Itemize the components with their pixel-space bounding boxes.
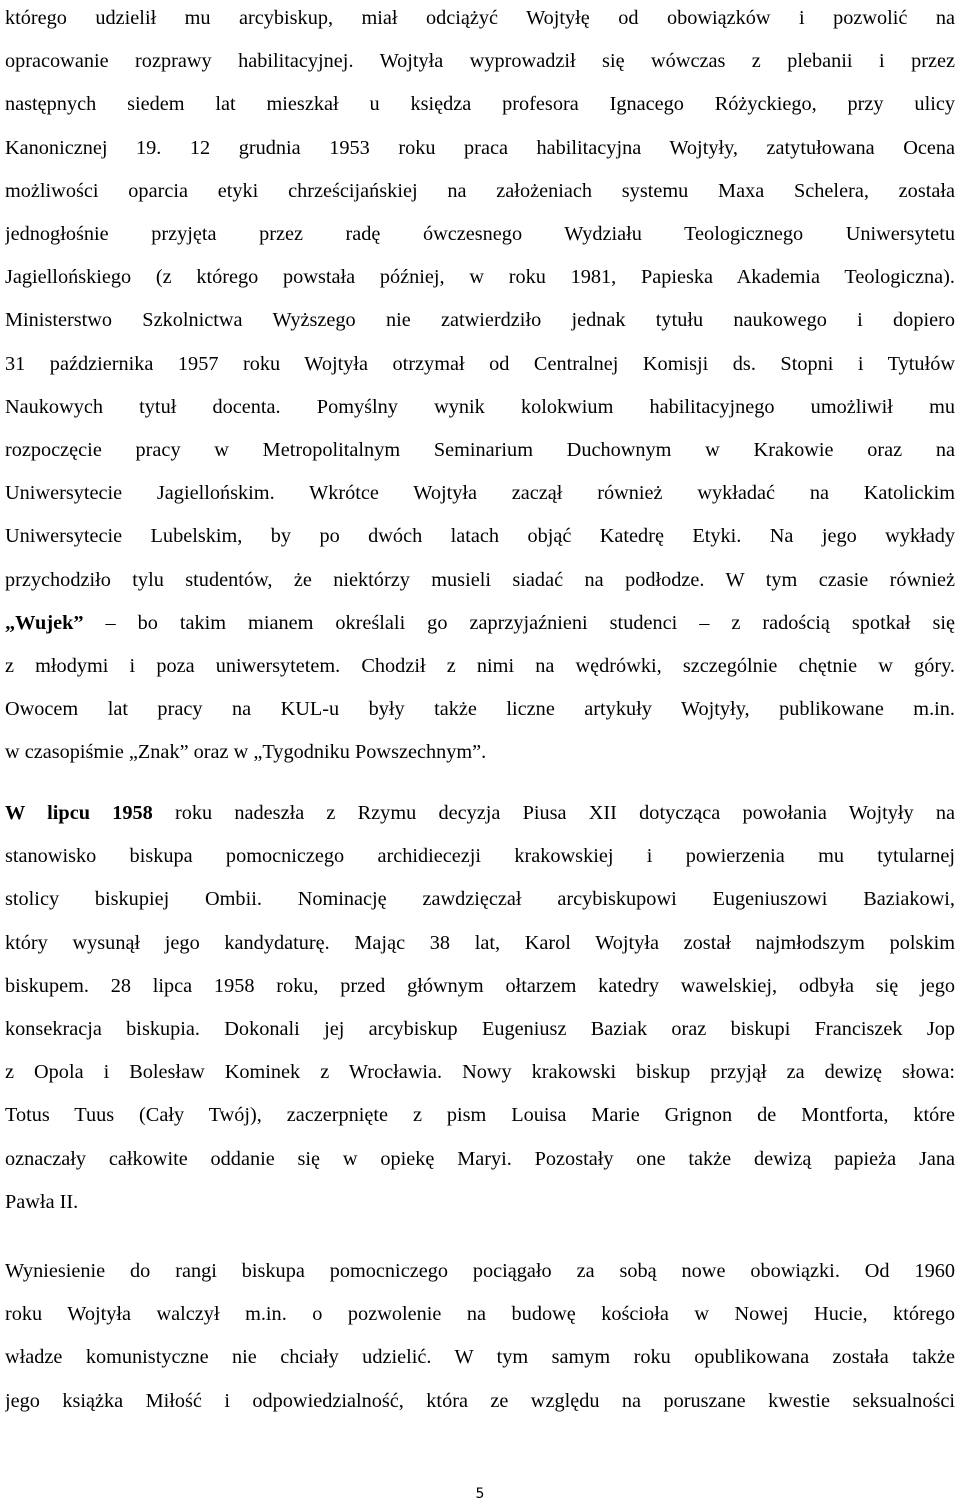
text-line: stanowisko biskupa pomocniczego archidiecezji krakowskiej i powierzenia mu tytularnej bbox=[5, 845, 955, 868]
paragraph-2 bbox=[5, 792, 955, 1224]
text-line: biskupem. 28 lipca 1958 roku, przed głównym ołtarzem katedry wawelskiej, odbyła się jego bbox=[5, 974, 955, 997]
bold-date: W lipcu 1958 bbox=[5, 802, 153, 824]
text-line: przychodziło tylu studentów, że niektórzy musieli siadać na podłodze. W tym czasie również bbox=[5, 568, 955, 591]
text-line: Ministerstwo Szkolnictwa Wyższego nie zatwierdziło jednak tytułu naukowego i dopiero bbox=[5, 309, 955, 332]
paragraph-1 bbox=[5, 0, 955, 775]
text-line: stolicy biskupiej Ombii. Nominację zawdzięczał arcybiskupowi Eugeniuszowi Baziakowi, bbox=[5, 888, 955, 911]
text-line: jego książka Miłość i odpowiedzialność, która ze względu na poruszane kwestie seksualności bbox=[5, 1389, 955, 1412]
text-line: oznaczały całkowite oddanie się w opiekę Maryi. Pozostały one także dewizą papieża Jana bbox=[5, 1147, 955, 1170]
text-run: roku nadeszła z Rzymu decyzja Piusa XII dotycząca powołania Wojtyły na bbox=[152, 802, 955, 824]
text-line: Jagiellońskiego (z którego powstała później, w roku 1981, Papieska Akademia Teologiczna). bbox=[5, 266, 955, 289]
text-line: jednogłośnie przyjęta przez radę ówczesnego Wydziału Teologicznego Uniwersytetu bbox=[5, 223, 955, 246]
text-run: – bo takim mianem określali go zaprzyjaźnieni studenci – z radością spotkał się bbox=[83, 611, 955, 634]
text-line: 31 października 1957 roku Wojtyła otrzymał od Centralnej Komisji ds. Stopni i Tytułów bbox=[5, 352, 955, 375]
text-line-lead bbox=[5, 792, 955, 835]
text-line: Pawła II. bbox=[5, 1190, 79, 1213]
page-number: 5 bbox=[475, 1486, 485, 1502]
paragraph-3 bbox=[5, 1250, 955, 1423]
text-line: Uniwersytecie Jagiellońskim. Wkrótce Wojtyła zaczął również wykładać na Katolickim bbox=[5, 482, 955, 505]
text-line: konsekracja biskupia. Dokonali jej arcybiskup Eugeniusz Baziak oraz biskupi Franciszek Jop bbox=[5, 1018, 955, 1041]
text-line: który wysunął jego kandydaturę. Mając 38 lat, Karol Wojtyła został najmłodszym polskim bbox=[5, 931, 955, 954]
text-line: w czasopiśmie „Znak” oraz w „Tygodniku Powszechnym”. bbox=[5, 741, 487, 764]
document-page bbox=[5, 0, 955, 1509]
text-line: władze komunistyczne nie chciały udzielić. W tym samym roku opublikowana została także bbox=[5, 1346, 955, 1369]
text-line: Wyniesienie do rangi biskupa pomocniczego pociągało za sobą nowe obowiązki. Od 1960 bbox=[5, 1260, 955, 1282]
text-line: Naukowych tytuł docenta. Pomyślny wynik kolokwium habilitacyjnego umożliwił mu bbox=[5, 395, 955, 418]
text-line: Kanonicznej 19. 12 grudnia 1953 roku praca habilitacyjna Wojtyły, zatytułowana Ocena bbox=[5, 136, 955, 159]
text-line: z Opola i Bolesław Kominek z Wrocławia. Nowy krakowski biskup przyjął za dewizę słowa: bbox=[5, 1061, 955, 1084]
text-line: możliwości oparcia etyki chrześcijańskiej na założeniach systemu Maxa Schelera, została bbox=[5, 179, 955, 202]
text-line: Totus Tuus (Cały Twój), zaczerpnięte z pism Louisa Marie Grignon de Montforta, które bbox=[5, 1104, 955, 1127]
text-line: następnych siedem lat mieszkał u księdza profesora Ignacego Różyckiego, przy ulicy bbox=[5, 93, 955, 116]
text-line: roku Wojtyła walczył m.in. o pozwolenie na budowę kościoła w Nowej Hucie, którego bbox=[5, 1303, 955, 1326]
text-line: którego udzielił mu arcybiskup, miał odciążyć Wojtyłę od obowiązków i pozwolić na bbox=[5, 7, 955, 29]
text-line: opracowanie rozprawy habilitacyjnej. Wojtyła wyprowadził się wówczas z plebanii i przez bbox=[5, 50, 955, 73]
text-line: rozpoczęcie pracy w Metropolitalnym Seminarium Duchownym w Krakowie oraz na bbox=[5, 439, 955, 462]
text-line: Uniwersytecie Lubelskim, by po dwóch latach objąć Katedrę Etyki. Na jego wykłady bbox=[5, 525, 955, 548]
text-line-wujek bbox=[5, 602, 955, 645]
bold-nickname: „Wujek” bbox=[5, 611, 84, 634]
text-line: z młodymi i poza uniwersytetem. Chodził z nimi na wędrówki, szczególnie chętnie w góry. bbox=[5, 655, 955, 678]
text-line: Owocem lat pracy na KUL-u były także liczne artykuły Wojtyły, publikowane m.in. bbox=[5, 698, 955, 721]
